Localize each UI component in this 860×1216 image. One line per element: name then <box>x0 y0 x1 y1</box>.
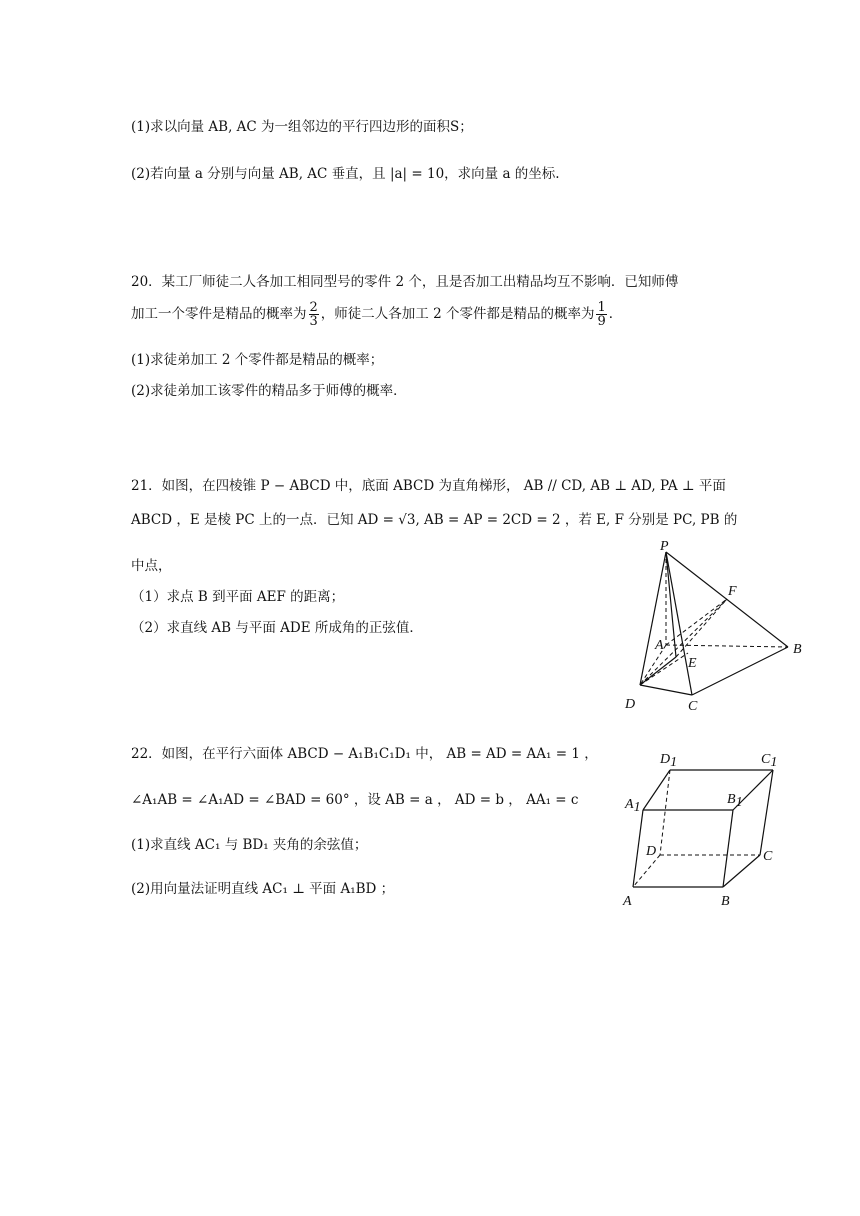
q22-label-A1: A1 <box>625 797 641 815</box>
q21-label-P: P <box>660 539 669 554</box>
q20-part1: (1)求徒弟加工 2 个零件都是精品的概率； <box>131 352 384 368</box>
q21-stem-line1: 21．如图，在四棱锥 P − ABCD 中，底面 ABCD 为直角梯形， AB // CD, AB ⊥ AD, PA ⊥ 平面 <box>131 478 726 494</box>
q22-label-D: D <box>646 844 657 859</box>
q21-part2: （2）求直线 AB 与平面 ADE 所成角的正弦值． <box>131 620 423 636</box>
q20-frac1-denominator: 3 <box>309 314 318 329</box>
q22-label-B: B <box>721 894 730 909</box>
q20-fraction-1-9 <box>596 301 606 328</box>
q21-pyramid-figure <box>610 535 810 715</box>
q20-stem-line2 <box>131 300 622 328</box>
q20-frac1-numerator: 2 <box>309 300 318 315</box>
q22-stem-line2: ∠A₁AB = ∠A₁AD = ∠BAD = 60° ，设 AB = a ， AD = b ， AA₁ = c <box>131 792 579 808</box>
q20-fraction-2-3 <box>309 301 319 328</box>
q21-part1: （1）求点 B 到平面 AEF 的距离； <box>131 589 345 605</box>
q20-frac2-denominator: 9 <box>597 314 606 329</box>
q22-parallelepiped-figure <box>615 745 815 915</box>
q21-stem-line2: ABCD ，E 是棱 PC 上的一点．已知 AD = √3, AB = AP = 2CD = 2 ，若 E, F 分别是 PC, PB 的 <box>131 512 738 528</box>
q22-stem-line1: 22．如图，在平行六面体 ABCD − A₁B₁C₁D₁ 中， AB = AD = AA₁ = 1 ， <box>131 746 598 762</box>
q22-part2: (2)用向量法证明直线 AC₁ ⊥ 平面 A₁BD ； <box>131 881 395 897</box>
q22-label-C1: C1 <box>761 752 778 770</box>
q20-part2: (2)求徒弟加工该零件的精品多于师傅的概率． <box>131 383 407 399</box>
q20-frac2-numerator: 1 <box>597 300 606 315</box>
q20-stem-line1: 20．某工厂师徒二人各加工相同型号的零件 2 个，且是否加工出精品均互不影响．已知师傅 <box>131 274 679 290</box>
q21-label-C: C <box>688 699 698 714</box>
q21-label-A: A <box>655 638 664 653</box>
q21-stem-line3: 中点， <box>131 558 172 574</box>
q21-label-D: D <box>625 697 636 712</box>
q21-label-B: B <box>793 642 802 657</box>
q22-part1: (1)求直线 AC₁ 与 BD₁ 夹角的余弦值； <box>131 837 368 853</box>
q22-label-B1: B1 <box>727 792 743 810</box>
q20-stem-text-c: ． <box>608 306 623 322</box>
q20-stem-text-a: 加工一个零件是精品的概率为 <box>131 306 307 322</box>
q19-part1: (1)求以向量 AB, AC 为一组邻边的平行四边形的面积S； <box>131 119 473 135</box>
q21-label-F: F <box>728 584 737 599</box>
q22-label-D1: D1 <box>660 752 678 770</box>
q21-label-E: E <box>688 656 697 671</box>
q22-label-C: C <box>763 849 773 864</box>
q20-stem-text-b: ，师徒二人各加工 2 个零件都是精品的概率为 <box>320 306 595 322</box>
q19-part2: (2)若向量 a 分别与向量 AB, AC 垂直，且 |a| = 10，求向量 a 的坐标. <box>131 166 560 182</box>
q22-label-A: A <box>623 894 632 909</box>
